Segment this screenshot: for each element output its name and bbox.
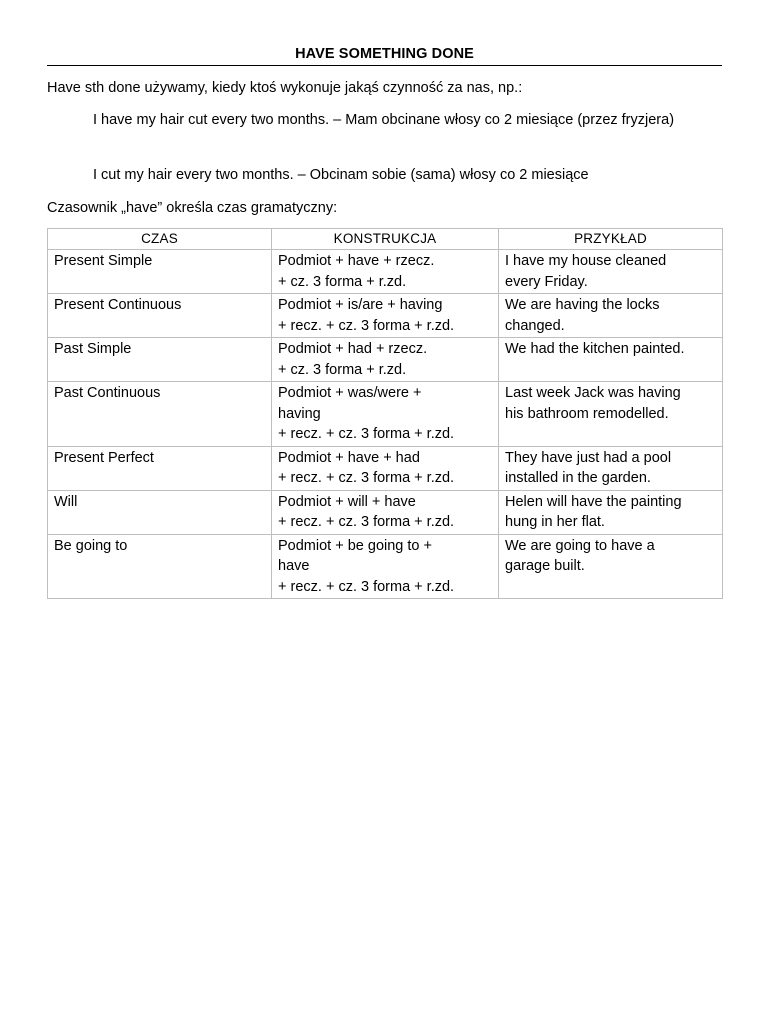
table-row <box>48 490 723 534</box>
construction-line: + recz. + cz. 3 forma + r.zd. <box>278 470 455 486</box>
table-row <box>48 294 723 338</box>
example-cell <box>499 294 723 338</box>
construction-line: Podmiot + be going to + <box>278 537 432 554</box>
construction-cell <box>272 250 499 294</box>
table-row <box>48 382 723 447</box>
construction-line: Podmiot + is/are + having <box>278 297 443 313</box>
table-row <box>48 338 723 382</box>
example-line: We had the kitchen painted. <box>505 341 685 357</box>
example-sentence-1: I have my hair cut every two months. – Mam obcinane włosy co 2 miesiące (przez fryzjera) <box>93 112 675 128</box>
construction-line: having <box>278 405 321 422</box>
example-line: They have just had a pool <box>505 449 672 466</box>
example-line: hung in her flat. <box>505 514 605 530</box>
construction-cell <box>272 446 499 490</box>
construction-line: Podmiot + had + rzecz. <box>278 341 428 357</box>
example-line: garage built. <box>505 558 585 574</box>
example-line: We are going to have a <box>505 537 655 554</box>
verb-note: Czasownik „have” określa czas gramatyczny: <box>47 200 338 216</box>
example-line: every Friday. <box>505 273 588 290</box>
example-cell <box>499 338 723 382</box>
header-przyklad: PRZYKŁAD <box>499 229 723 250</box>
table-row <box>48 250 723 294</box>
example-line: changed. <box>505 317 565 334</box>
tense-cell: Present Perfect <box>48 446 272 490</box>
construction-cell <box>272 534 499 599</box>
construction-cell <box>272 294 499 338</box>
construction-line: have <box>278 558 310 574</box>
tense-cell: Present Continuous <box>48 294 272 338</box>
example-line: installed in the garden. <box>505 470 651 486</box>
page-title: HAVE SOMETHING DONE <box>295 46 474 62</box>
example-line: We are having the locks <box>505 297 660 313</box>
example-cell <box>499 490 723 534</box>
example-line: Last week Jack was having <box>505 385 681 401</box>
construction-line: + cz. 3 forma + r.zd. <box>278 361 407 378</box>
construction-line: + recz. + cz. 3 forma + r.zd. <box>278 514 455 530</box>
grammar-table <box>47 228 723 599</box>
construction-line: + recz. + cz. 3 forma + r.zd. <box>278 426 455 442</box>
construction-line: Podmiot + was/were + <box>278 385 422 401</box>
example-cell <box>499 534 723 599</box>
example-line: his bathroom remodelled. <box>505 405 669 422</box>
tense-cell: Be going to <box>48 534 272 599</box>
table-row <box>48 534 723 599</box>
construction-cell <box>272 490 499 534</box>
title-underline <box>47 65 722 66</box>
example-line: I have my house cleaned <box>505 253 667 269</box>
construction-line: Podmiot + have + rzecz. <box>278 253 435 269</box>
example-line: Helen will have the painting <box>505 493 682 510</box>
construction-line: + cz. 3 forma + r.zd. <box>278 273 407 290</box>
construction-line: + recz. + cz. 3 forma + r.zd. <box>278 578 455 595</box>
header-czas: CZAS <box>48 229 272 250</box>
tense-cell: Past Simple <box>48 338 272 382</box>
example-cell <box>499 382 723 447</box>
tense-cell: Will <box>48 490 272 534</box>
intro-paragraph: Have sth done używamy, kiedy ktoś wykonuje jakąś czynność za nas, np.: <box>47 80 523 96</box>
table-body <box>48 250 723 599</box>
construction-line: + recz. + cz. 3 forma + r.zd. <box>278 317 455 334</box>
example-cell <box>499 446 723 490</box>
tense-cell: Past Continuous <box>48 382 272 447</box>
construction-cell <box>272 338 499 382</box>
table-row <box>48 446 723 490</box>
construction-cell <box>272 382 499 447</box>
header-konstrukcja: KONSTRUKCJA <box>272 229 499 250</box>
tense-cell: Present Simple <box>48 250 272 294</box>
table-header-row <box>48 229 723 250</box>
construction-line: Podmiot + have + had <box>278 449 420 466</box>
example-cell <box>499 250 723 294</box>
construction-line: Podmiot + will + have <box>278 493 416 510</box>
example-sentence-2: I cut my hair every two months. – Obcinam sobie (sama) włosy co 2 miesiące <box>93 167 589 183</box>
